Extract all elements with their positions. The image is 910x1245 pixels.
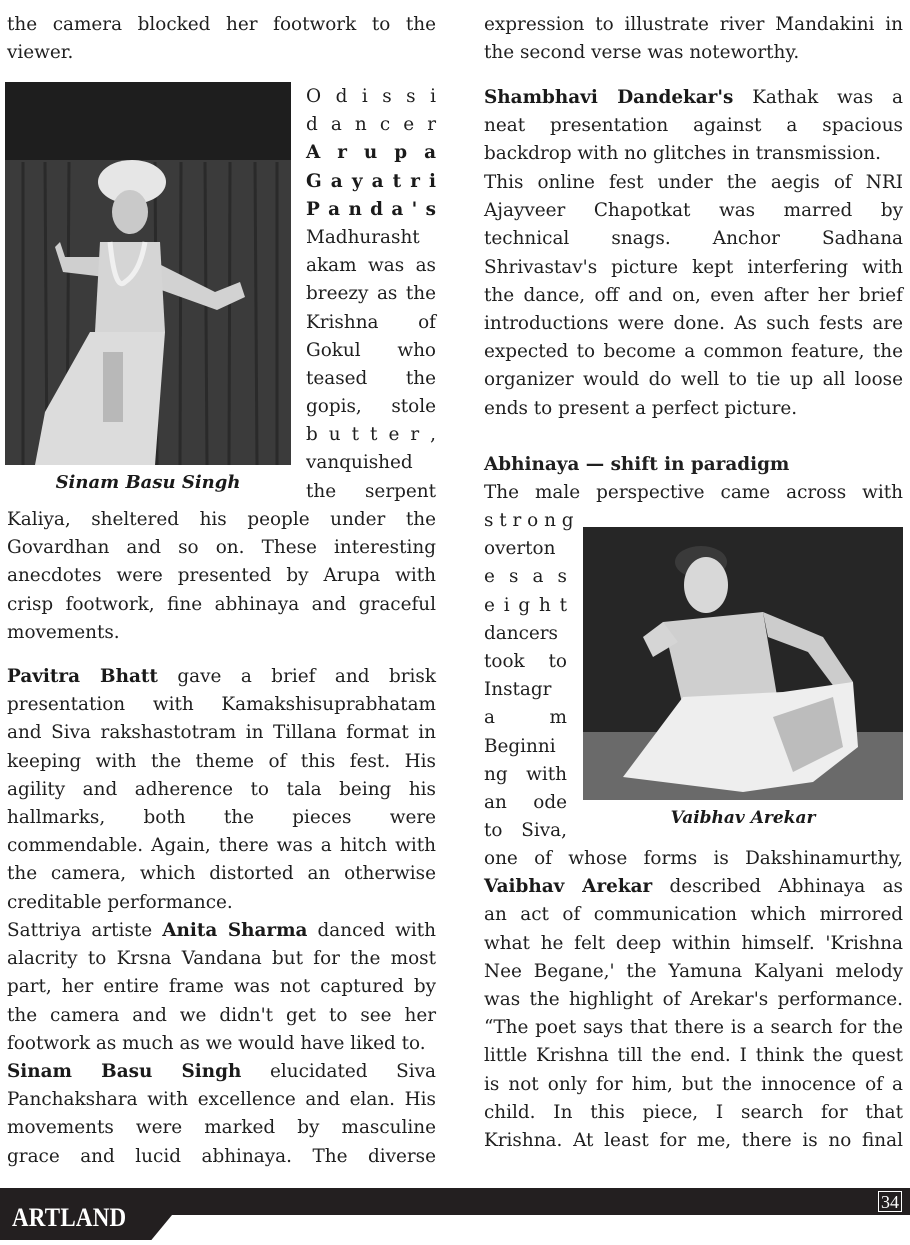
abhinaya-wrap-text <box>484 507 574 845</box>
text-line: d a n c e r <box>306 114 436 136</box>
male-perspective-line <box>484 479 903 507</box>
text-line: anecdotes were presented by Arupa with <box>7 565 436 587</box>
dancer-name-line: G a y a t r i <box>306 170 436 192</box>
text-line: movements. <box>7 621 120 643</box>
dancer-photo-illustration <box>5 82 291 465</box>
text-line: O d i s s i <box>306 86 436 107</box>
text-line: footwork as much as we would have liked to. <box>7 1032 426 1054</box>
left-column-intro <box>7 11 436 67</box>
dancer-name-line: A r u p a <box>306 142 436 164</box>
vaibhav-paragraph <box>484 845 903 1155</box>
text-line: the serpent <box>306 480 436 502</box>
text-line: Vaibhav Arekar described Abhinaya as <box>484 876 903 898</box>
text-line: expression to illustrate river Mandakini in <box>484 14 903 35</box>
text-line: the second verse was noteworthy. <box>484 42 800 64</box>
section-heading: Abhinaya — shift in paradigm <box>484 454 790 475</box>
text-line: s t r o n g <box>484 510 574 531</box>
text-line: what he felt deep within himself. 'Krishna <box>484 932 903 954</box>
text-line: commendable. Again, there was a hitch with <box>7 835 436 857</box>
photo-caption: Sinam Basu Singh <box>55 472 241 493</box>
text-line: neat presentation against a spacious <box>484 115 903 137</box>
text-line: ng with <box>484 763 567 785</box>
text-line: b u t t e r , <box>306 424 436 446</box>
dancer-name: Sinam Basu Singh <box>7 1061 242 1082</box>
text-line: a m <box>484 707 567 729</box>
dancer-name-line: P a n d a ' s <box>306 198 436 220</box>
text-line: expected to become a common feature, the <box>484 341 903 363</box>
text-line: Ajayveer Chapotkat was marred by <box>484 200 903 222</box>
text-line: Panchakshara with excellence and elan. His <box>7 1089 436 1111</box>
photo-caption: Vaibhav Arekar <box>670 808 816 828</box>
text-line: This online fest under the aegis of NRI <box>484 172 903 193</box>
text-line: breezy as the <box>306 283 436 305</box>
text-line: e i g h t <box>484 594 567 616</box>
dancer-name: Pavitra Bhatt <box>7 666 158 687</box>
text-line: ends to present a perfect picture. <box>484 397 798 419</box>
dancer-name: Vaibhav Arekar <box>484 876 653 898</box>
text-line: viewer. <box>7 42 74 64</box>
text-line: crisp footwork, fine abhinaya and graceful <box>7 593 436 615</box>
text-line: Kaliya, sheltered his people under the <box>7 509 436 530</box>
text-line: Krishna of <box>306 311 436 333</box>
text-line: the dance, off and on, even after her brief <box>484 284 903 306</box>
text-line: introductions were done. As such fests are <box>484 312 903 334</box>
pavitra-paragraph <box>7 663 436 917</box>
text-line: akam was as <box>306 255 436 277</box>
text-line: organizer would do well to tie up all loose <box>484 369 903 391</box>
publication-logo: ARTLAND <box>12 1203 127 1232</box>
text-line: backdrop with no glitches in transmission. <box>484 143 881 165</box>
text-line: part, her entire frame was not captured by <box>7 976 436 998</box>
text-line: one of whose forms is Dakshinamurthy, <box>484 848 903 869</box>
text-line: alacrity to Krsna Vandana but for the most <box>7 948 436 970</box>
text-line: technical snags. Anchor Sadhana <box>484 228 903 250</box>
text-line: keeping with the theme of this fest. His <box>7 750 436 772</box>
text-line: “The poet says that there is a search for the <box>484 1017 903 1039</box>
photo-vaibhav-arekar <box>583 527 903 800</box>
sinam-paragraph <box>7 1058 436 1171</box>
text-line: Sattriya artiste Anita Sharma danced with <box>7 920 436 941</box>
text-line: overton <box>484 538 556 560</box>
text-line: is not only for him, but the innocence of a <box>484 1073 903 1095</box>
dancer-name: Shambhavi Dandekar's <box>484 87 734 108</box>
text-line: Instagr <box>484 679 552 701</box>
text-line: child. In this piece, I search for that <box>484 1101 903 1123</box>
text-line: movements were marked by masculine <box>7 1117 436 1139</box>
text-line: Govardhan and so on. These interesting <box>7 537 436 559</box>
text-line: an ode <box>484 791 567 813</box>
shambhavi-paragraph <box>484 84 903 169</box>
text-line: teased the <box>306 367 436 389</box>
text-line: the camera and we didn't get to see her <box>7 1004 436 1026</box>
text-line: presentation with Kamakshisuprabhatam <box>7 694 436 716</box>
text-line: and Siva rakshastotram in Tillana format in <box>7 722 436 744</box>
text-line: took to <box>484 650 567 672</box>
text-line: the camera, which distorted an otherwise <box>7 863 436 885</box>
fest-paragraph <box>484 169 903 423</box>
text-line: Shambhavi Dandekar's Kathak was a <box>484 87 903 108</box>
text-line: Sinam Basu Singh elucidated Siva <box>7 1061 436 1082</box>
text-line: dancers <box>484 622 558 644</box>
photo-sinam-basu-singh <box>5 82 291 465</box>
text-line: to Siva, <box>484 820 567 842</box>
arupa-paragraph-continued <box>7 506 436 647</box>
dancer-name: Anita Sharma <box>162 920 308 941</box>
text-line: agility and adherence to tala being his <box>7 778 436 800</box>
text-line: was the highlight of Arekar's performance. <box>484 988 903 1010</box>
anita-paragraph <box>7 917 436 1058</box>
text-line: Beginni <box>484 735 556 757</box>
text-line: The male perspective came across with <box>484 482 903 503</box>
text-line: Gokul who <box>306 339 436 361</box>
dancer-photo-illustration <box>583 527 903 800</box>
text-line: Pavitra Bhatt gave a brief and brisk <box>7 666 436 687</box>
arupa-wrap-text <box>306 83 436 506</box>
page-number: 34 <box>878 1191 902 1212</box>
text-line: Madhurasht <box>306 226 420 248</box>
text-line: gopis, stole <box>306 396 436 418</box>
text-line: little Krishna till the end. I think the quest <box>484 1045 903 1067</box>
text-line: Shrivastav's picture kept interfering with <box>484 256 903 278</box>
text-line: Nee Begane,' the Yamuna Kalyani melody <box>484 960 903 982</box>
text-line: hallmarks, both the pieces were <box>7 806 436 828</box>
text-line: e s a s <box>484 566 567 588</box>
text-line: creditable performance. <box>7 891 233 913</box>
text-line: grace and lucid abhinaya. The diverse <box>7 1145 436 1167</box>
text-line: vanquished <box>306 452 413 474</box>
text-line: the camera blocked her footwork to the <box>7 14 436 35</box>
text-line: Krishna. At least for me, there is no final <box>484 1129 903 1151</box>
right-column-intro <box>484 11 903 67</box>
text-line: an act of communication which mirrored <box>484 904 903 926</box>
